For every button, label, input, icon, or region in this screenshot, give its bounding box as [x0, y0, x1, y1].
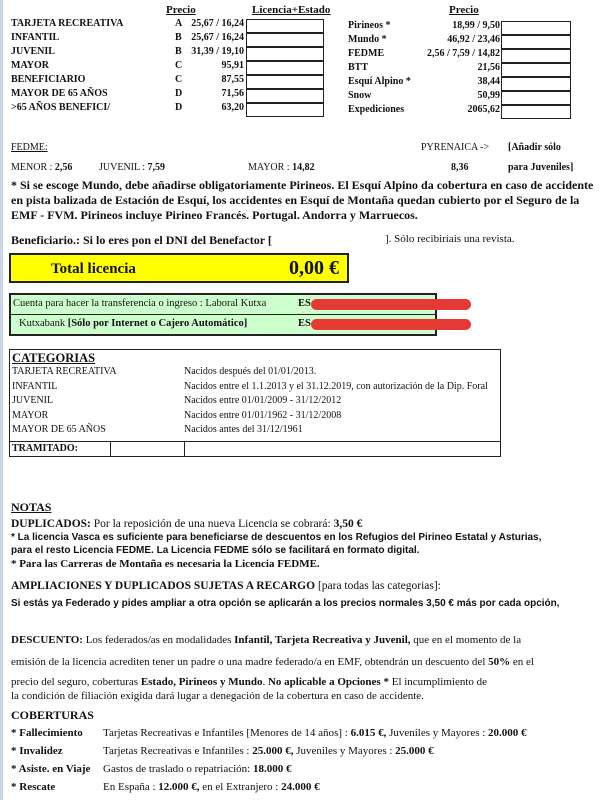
price-row-label: >65 AÑOS BENEFICI/	[11, 102, 111, 113]
option-row-label: Expediciones	[348, 104, 405, 115]
descuento-line-4: la condición de filiación exigida dará lugar a denegación de la cobertura en caso de accidente.	[11, 690, 424, 702]
descuento-line-2	[11, 656, 534, 668]
category-description: Nacidos entre el 1.1.2013 y el 31.12.2019, con autorización de la Dip. Foral	[184, 380, 488, 392]
option-row-label: Mundo *	[348, 34, 387, 45]
a: emisión de la licencia acrediten tener un padre o una madre federado/a en EMF, obtendrán un descuento del	[11, 656, 489, 668]
category-name: JUVENIL	[12, 395, 54, 406]
coverage-label: * Rescate	[11, 781, 56, 793]
price-row-value: 95,91	[221, 60, 244, 71]
option-input[interactable]	[501, 63, 571, 77]
option-input[interactable]	[501, 21, 571, 35]
license-header: Licencia+Estado	[252, 4, 331, 16]
fedme-menor	[11, 162, 72, 173]
pyrenaica-note-2: para Juveniles]	[508, 162, 574, 173]
option-input[interactable]	[501, 105, 571, 119]
option-row-price: 38,44	[477, 76, 500, 87]
iban-1: ES	[298, 298, 311, 309]
s: [para todas las categorias]:	[315, 580, 441, 592]
ampliaciones-text	[11, 598, 560, 609]
price-row-label: INFANTIL	[11, 32, 60, 43]
price-row-value: 87,55	[221, 74, 244, 85]
b: 50%	[488, 656, 511, 668]
coverage-text	[103, 745, 434, 757]
license-state-input[interactable]	[246, 19, 324, 33]
price-row-value: 25,67 / 16,24	[191, 18, 244, 29]
fedme-mayor	[248, 162, 315, 173]
option-row-price: 21,56	[477, 62, 500, 73]
coverage-part: 6.015 €,	[350, 727, 387, 739]
beneficiario-suffix: ]. Sólo recibiríais una revista.	[385, 233, 515, 245]
coverage-part: Gastos de traslado o repatriación:	[103, 763, 253, 775]
redaction-mark	[311, 319, 471, 330]
coverage-part: 25.000 €,	[252, 745, 294, 757]
option-row-price: 18,99 / 9,50	[452, 20, 500, 31]
ampliaciones-title	[11, 580, 441, 592]
duplicados-line	[11, 518, 362, 530]
option-input[interactable]	[501, 49, 571, 63]
price-row-label: MAYOR	[11, 60, 49, 71]
license-state-input[interactable]	[246, 103, 324, 117]
value: 7,59	[147, 162, 166, 173]
t: Por la reposición de una nueva Licencia se cobrará:	[90, 518, 334, 530]
option-row-label: Esquí Alpino *	[348, 76, 411, 87]
pyrenaica-label: PYRENAICA ->	[421, 142, 490, 153]
value: 14,82	[292, 162, 315, 173]
notice-paragraph: * Si se escoge Mundo, debe añadirse obligatoriamente Pirineos. El Esquí Alpino da cobertura en caso de accidente en pista balizada de Estación de Esquí, los accidentes en Esquí de Montaña quedan cubierto por el Seguro de la EMF - FVM. Pirineos incluye Pirineo Francés. Portugal. Andorra y Marruecos.	[11, 178, 594, 222]
price-row-value: 63,20	[221, 102, 244, 113]
category-description: Nacidos entre 01/01/2009 - 31/12/2012	[184, 395, 342, 406]
option-input[interactable]	[501, 35, 571, 49]
option-row-label: Pirineos *	[348, 20, 391, 31]
descuento-line-3	[11, 676, 487, 688]
price-row-label: JUVENIL	[11, 46, 55, 57]
price-row-category: D	[175, 102, 183, 113]
category-name: MAYOR DE 65 AÑOS	[12, 424, 106, 435]
bank-name: Kutxabank	[19, 318, 68, 329]
price-row-value: 31,39 / 19,10	[191, 46, 244, 57]
pyrenaica-note-1: [Añadir sólo	[508, 142, 561, 153]
fedme-juvenil	[99, 162, 165, 173]
coverage-part: Tarjetas Recreativas e Infantiles [Menores de 14 años] :	[103, 727, 351, 739]
label: MAYOR :	[248, 162, 293, 173]
account-kutxabank	[19, 318, 247, 329]
a: precio del seguro, coberturas	[11, 676, 141, 688]
bank-note: [Sólo por Internet o Cajero Automático]	[67, 318, 248, 329]
price-row-label: BENEFICIARIO	[11, 74, 86, 85]
license-state-input[interactable]	[246, 33, 324, 47]
coverage-part: 25.000 €	[395, 745, 434, 757]
category-name: TARJETA RECREATIVA	[12, 366, 117, 377]
descuento-line-1	[11, 634, 521, 646]
carreras-line: * Para las Carreras de Montaña es necesaria la Licencia FEDME.	[11, 558, 320, 570]
option-input[interactable]	[501, 91, 571, 105]
beneficiario-label: Beneficiario.: Si lo eres pon el DNI del Benefactor [	[11, 233, 272, 247]
price-row-label: MAYOR DE 65 AÑOS	[11, 88, 108, 99]
c: en el	[510, 656, 534, 668]
a: DESCUENTO:	[11, 634, 83, 646]
coverage-part: en el Extranjero :	[199, 781, 282, 793]
l: DUPLICADOS:	[11, 518, 91, 530]
option-row-label: Snow	[348, 90, 372, 101]
price-row-label: TARJETA RECREATIVA	[11, 18, 124, 29]
coverage-part: En España :	[103, 781, 159, 793]
category-description: Nacidos después del 01/01/2013.	[184, 366, 317, 377]
coberturas-title: COBERTURAS	[11, 708, 94, 722]
category-description: Nacidos antes del 31/12/1961	[184, 424, 303, 435]
t: AMPLIACIONES Y DUPLICADOS SUJETAS A RECARGO	[11, 580, 316, 592]
value: 2,56	[54, 162, 73, 173]
total-value: 0,00 €	[289, 257, 339, 279]
tramitado-label: TRAMITADO:	[12, 443, 78, 454]
option-row-label: FEDME	[348, 48, 385, 59]
iban-2: ES	[298, 318, 311, 329]
notes-title: NOTAS	[11, 500, 52, 514]
p: 3,50 €	[333, 518, 363, 530]
account-laboral-kutxa: Cuenta para hacer la transferencia o ingreso : Laboral Kutxa	[13, 298, 267, 309]
price-row-category: B	[175, 32, 182, 43]
e: El incumplimiento de	[388, 676, 488, 688]
price-row-category: C	[175, 60, 183, 71]
bank-accounts-box	[9, 293, 437, 336]
coverage-label: * Fallecimiento	[11, 727, 83, 739]
coverage-text	[103, 781, 320, 793]
option-price-header: Precio	[449, 4, 479, 16]
d: No aplicable a Opciones *	[267, 676, 389, 688]
price-row-category: B	[175, 46, 182, 57]
label: JUVENIL :	[99, 162, 148, 173]
license-state-input[interactable]	[246, 89, 324, 103]
coverage-label: * Asiste. en Viaje	[11, 763, 91, 775]
fedme-title: FEDME:	[11, 142, 48, 153]
option-row-price: 2065,62	[467, 104, 500, 115]
category-name: INFANTIL	[12, 380, 58, 392]
category-name: MAYOR	[12, 409, 49, 421]
license-state-input[interactable]	[246, 61, 324, 75]
option-row-price: 46,92 / 23,46	[447, 34, 500, 45]
c: .	[262, 676, 268, 688]
option-row-price: 2,56 / 7,59 / 14,82	[426, 48, 500, 59]
price-row-category: A	[175, 18, 183, 29]
coverage-text	[103, 727, 527, 739]
coverage-part: Juveniles y Mayores :	[386, 727, 489, 739]
price-row-category: D	[175, 88, 183, 99]
categories-title: CATEGORIAS	[12, 351, 96, 365]
beneficiario-line	[11, 233, 272, 248]
b: Estado, Pirineos y Mundo	[140, 676, 263, 688]
vasca-line-2: para el resto Licencia FEDME. La Licencia FEDME sólo se facilitará en formato digital.	[11, 545, 420, 556]
price-row-category: C	[175, 74, 183, 85]
b: Los federados/as en modalidades	[82, 634, 235, 646]
coverage-part: 20.000 €	[488, 727, 527, 739]
label: MENOR :	[11, 162, 55, 173]
redaction-mark	[311, 299, 471, 310]
pyrenaica-price: 8,36	[451, 162, 469, 173]
license-state-input[interactable]	[246, 47, 324, 61]
price-row-value: 71,56	[221, 88, 244, 99]
categories-box	[9, 349, 501, 457]
option-row-price: 50,99	[477, 90, 500, 101]
total-label: Total licencia	[51, 261, 136, 277]
license-state-input[interactable]	[246, 75, 324, 89]
t: Si estás ya Federado y pides ampliar a otra opción se aplicarán a los precios normales	[11, 598, 427, 609]
coverage-part: Tarjetas Recreativas e Infantiles :	[103, 745, 253, 757]
price-header: Precio	[166, 4, 196, 16]
category-description: Nacidos entre 01/01/1962 - 31/12/2008	[184, 409, 342, 421]
d: que en el momento de la	[410, 634, 522, 646]
option-input[interactable]	[501, 77, 571, 91]
coverage-part: 24.000 €	[281, 781, 320, 793]
coverage-part: 12.000 €,	[158, 781, 200, 793]
coverage-part: Juveniles y Mayores :	[293, 745, 396, 757]
price-row-value: 25,67 / 16,24	[191, 32, 244, 43]
vasca-line-1: * La licencia Vasca es suficiente para beneficiarse de descuentos en los Refugios del Pirineo Estatal y Asturias,	[11, 532, 542, 543]
p: 3,50 € más por cada opción,	[426, 598, 560, 609]
option-row-label: BTT	[348, 62, 369, 73]
coverage-text	[103, 763, 291, 775]
total-license-box	[9, 253, 349, 283]
c: Infantil, Tarjeta Recreativa y Juvenil,	[234, 634, 411, 646]
coverage-label: * Invalidez	[11, 745, 63, 757]
coverage-part: 18.000 €	[252, 763, 292, 775]
